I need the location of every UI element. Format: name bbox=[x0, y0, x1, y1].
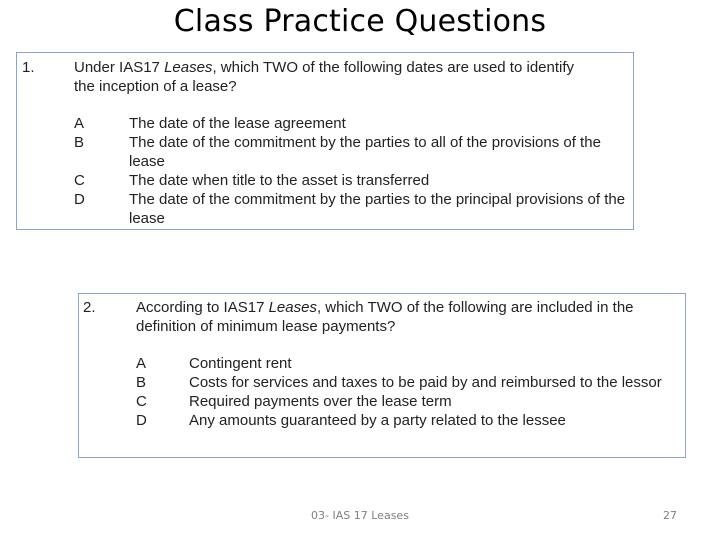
option-text: The date of the commitment by the parties to all of the provisions of the lease bbox=[129, 134, 601, 170]
question-stem-line bbox=[74, 58, 630, 77]
question-stem-line bbox=[74, 77, 630, 96]
stem-text: Under IAS17 bbox=[74, 59, 165, 76]
option-letter: A bbox=[74, 115, 85, 132]
slide-title: Class Practice Questions bbox=[173, 4, 547, 39]
page-number: 27 bbox=[663, 509, 677, 522]
option-letter: B bbox=[136, 374, 147, 391]
answer-option-c bbox=[74, 171, 630, 190]
answer-option-b bbox=[74, 133, 630, 171]
answer-option-d bbox=[74, 190, 630, 228]
option-text: Contingent rent bbox=[189, 355, 292, 372]
answer-options bbox=[136, 354, 684, 430]
option-text: The date when title to the asset is transferred bbox=[129, 172, 430, 189]
question-number: 1. bbox=[22, 59, 35, 76]
stem-text: According to IAS17 bbox=[136, 299, 269, 316]
answer-option-a bbox=[74, 114, 630, 133]
option-text: Required payments over the lease term bbox=[189, 393, 452, 410]
stem-emphasis: Leases bbox=[164, 59, 213, 76]
question-stem-line bbox=[136, 298, 684, 317]
answer-option-c bbox=[136, 392, 684, 411]
stem-emphasis: Leases bbox=[268, 299, 317, 316]
option-text: Any amounts guaranteed by a party related to the lessee bbox=[189, 412, 566, 429]
option-letter: B bbox=[74, 134, 85, 151]
stem-text: , which TWO of the following dates are used to identify bbox=[212, 59, 575, 76]
option-letter: D bbox=[136, 412, 147, 429]
stem-text: , which TWO of the following are included in the bbox=[316, 299, 634, 316]
option-letter: C bbox=[74, 172, 85, 189]
option-text: The date of the lease agreement bbox=[129, 115, 346, 132]
question-2-box bbox=[78, 293, 686, 458]
answer-option-a bbox=[136, 354, 684, 373]
answer-option-d bbox=[136, 411, 684, 430]
question-1-box bbox=[16, 52, 634, 230]
question-stem bbox=[136, 298, 684, 336]
option-text: The date of the commitment by the parties to the principal provisions of the lease bbox=[129, 191, 626, 227]
option-letter: D bbox=[74, 191, 85, 208]
question-stem-line bbox=[136, 317, 684, 336]
option-text: Costs for services and taxes to be paid by and reimbursed to the lessor bbox=[189, 374, 662, 391]
question-stem bbox=[74, 58, 630, 96]
answer-options bbox=[74, 114, 630, 228]
option-letter: A bbox=[136, 355, 147, 372]
stem-text: the inception of a lease? bbox=[74, 78, 237, 95]
option-letter: C bbox=[136, 393, 147, 410]
footer-label: 03- IAS 17 Leases bbox=[311, 509, 409, 522]
stem-text: definition of minimum lease payments? bbox=[136, 318, 396, 335]
question-number: 2. bbox=[83, 299, 96, 316]
answer-option-b bbox=[136, 373, 684, 392]
